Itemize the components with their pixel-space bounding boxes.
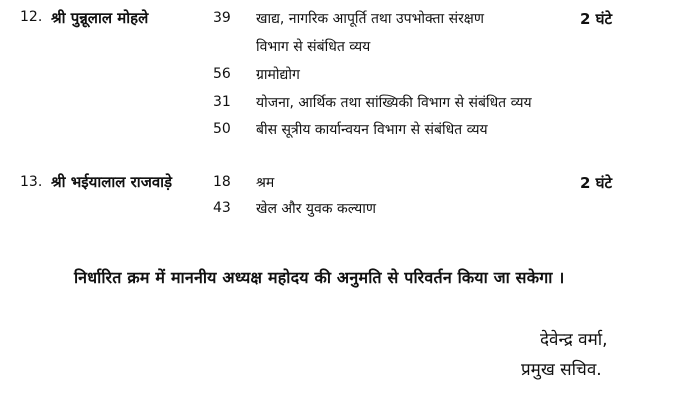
demand-number: 31 [213, 94, 231, 110]
demand-description-continued: विभाग से संबंधित व्यय [256, 39, 371, 55]
demand-description: खाद्य, नागरिक आपूर्ति तथा उपभोक्ता संरक्षण [256, 11, 484, 27]
demand-description: ग्रामोद्योग [256, 67, 300, 83]
demand-description: बीस सूत्रीय कार्यान्वयन विभाग से संबंधित व्यय [256, 122, 488, 138]
demand-number: 50 [213, 121, 231, 137]
demand-description: खेल और युवक कल्याण [256, 201, 377, 217]
notice-text: निर्धारित क्रम में माननीय अध्यक्ष महोदय की अनुमति से परिवर्तन किया जा सकेगा । [74, 268, 565, 287]
signatory-designation: प्रमुख सचिव. [521, 360, 602, 380]
signatory-name: देवेन्द्र वर्मा, [540, 330, 608, 350]
entry-serial: 13. [20, 174, 43, 190]
demand-description: श्रम [256, 175, 275, 191]
entry-serial: 12. [20, 9, 43, 25]
demand-number: 18 [213, 174, 231, 190]
demand-number: 43 [213, 200, 231, 216]
member-name: श्री पुन्नूलाल मोहले [51, 9, 149, 27]
member-name: श्री भईयालाल राजवाड़े [51, 173, 173, 191]
allotted-duration: 2 घंटे [580, 10, 613, 28]
demand-number: 39 [213, 10, 231, 26]
demand-number: 56 [213, 66, 231, 82]
demand-description: योजना, आर्थिक तथा सांख्यिकी विभाग से संबंधित व्यय [256, 95, 532, 111]
allotted-duration: 2 घंटे [580, 174, 613, 192]
